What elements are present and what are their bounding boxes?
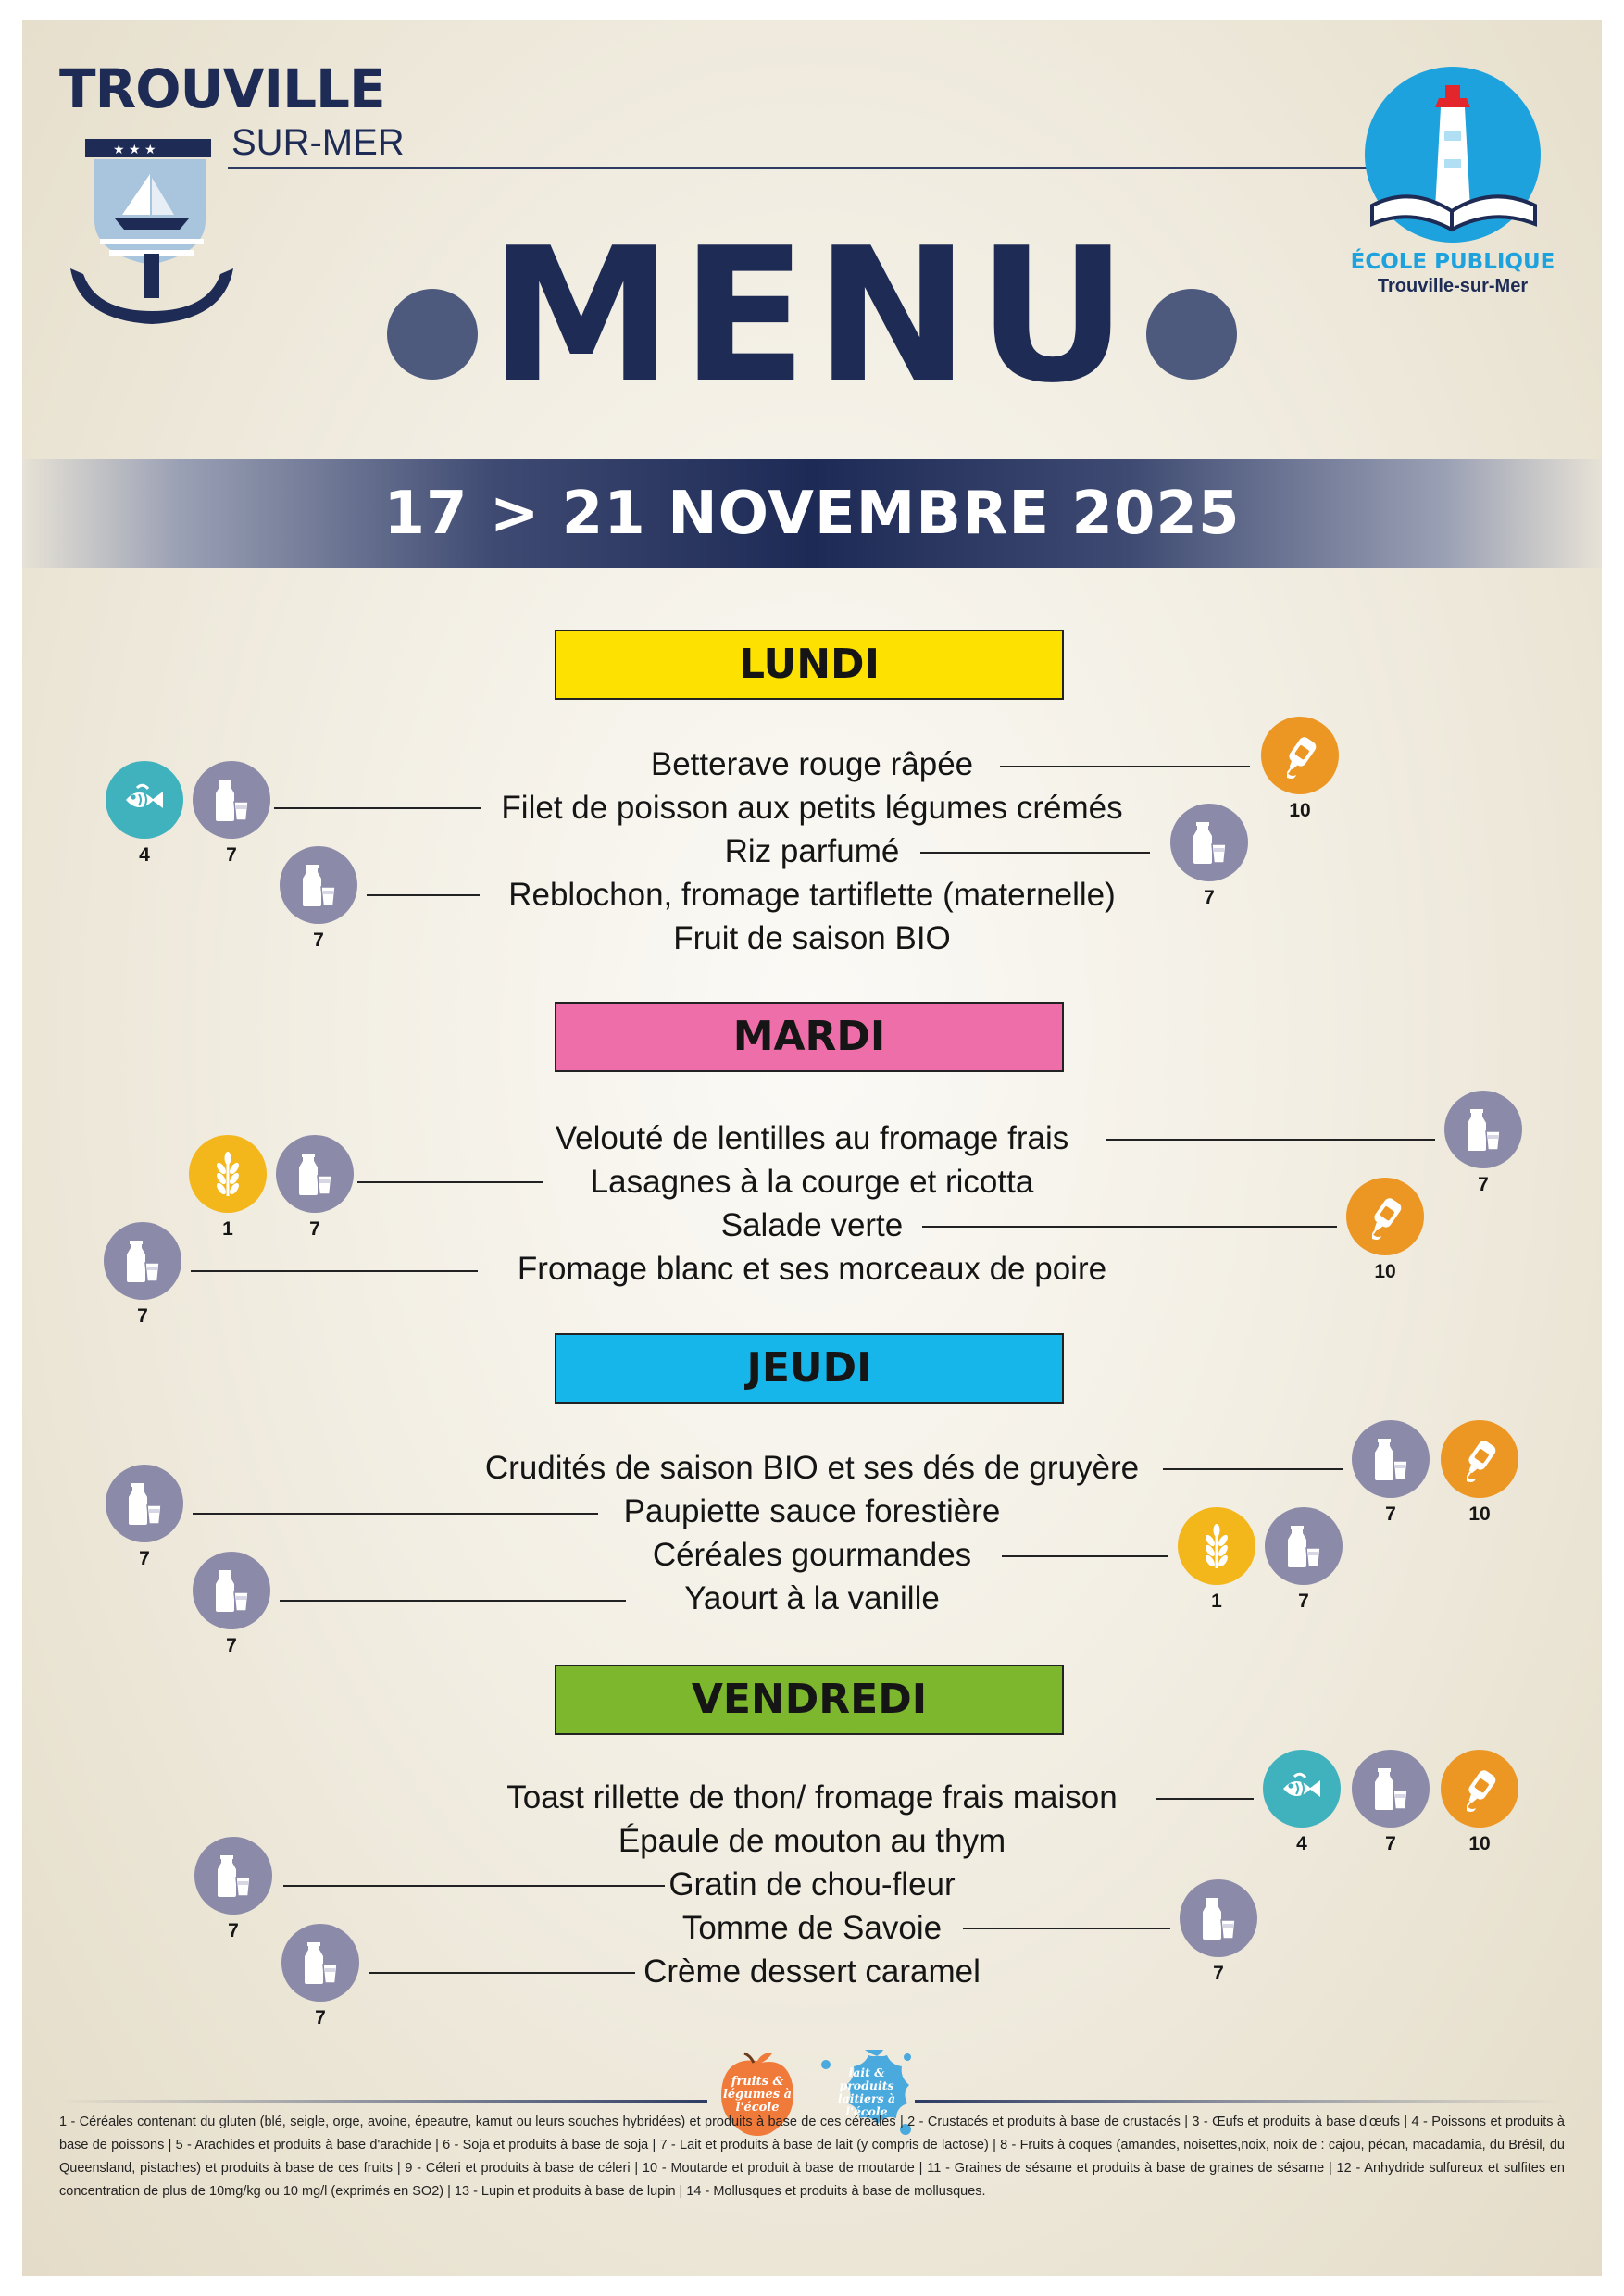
allergen-number: 7: [315, 2007, 326, 2028]
fish-icon: [106, 761, 183, 839]
title-dot-right: [1146, 289, 1237, 380]
milk-icon: [1444, 1091, 1522, 1168]
dish-item: Yaourt à la vanille: [684, 1580, 940, 1616]
dairy-logo-text: lait & produits laitiers à l'école: [837, 2065, 896, 2118]
allergen-number: 7: [226, 1635, 237, 1656]
dish-item: Toast rillette de thon/ fromage frais maison: [506, 1779, 1118, 1816]
allergen-number: 7: [1213, 1963, 1224, 1984]
fish-icon: [1263, 1750, 1341, 1828]
allergen-number: 7: [1385, 1504, 1396, 1525]
dish-item: Crème dessert caramel: [643, 1953, 981, 1990]
school-name: ÉCOLE PUBLIQUE: [1350, 250, 1555, 274]
allergen-number: 7: [313, 930, 324, 951]
connector-line: [1000, 766, 1250, 767]
dish-item: Crudités de saison BIO et ses dés de gruyère: [484, 1450, 1140, 1486]
allergen-number: 4: [1296, 1833, 1307, 1854]
day-header-jeudi: JEUDI: [555, 1333, 1064, 1404]
connector-line: [191, 1270, 478, 1272]
milk-icon: [276, 1135, 354, 1213]
svg-text:★ ★ ★: ★ ★ ★: [113, 143, 156, 157]
mustard-icon: [1441, 1750, 1518, 1828]
allergen-number: 10: [1468, 1833, 1491, 1854]
allergen-number: 7: [226, 844, 237, 866]
dish-item: Gratin de chou-fleur: [668, 1866, 956, 1903]
connector-line: [280, 1600, 626, 1602]
dish-item: Paupiette sauce forestière: [623, 1493, 1001, 1529]
milk-icon: [194, 1837, 272, 1915]
dish-item: Céréales gourmandes: [652, 1537, 972, 1573]
dish-item: Lasagnes à la courge et ricotta: [590, 1164, 1034, 1200]
milk-icon: [1352, 1750, 1430, 1828]
dish-item: Reblochon, fromage tartiflette (maternelle): [508, 877, 1116, 913]
mustard-icon: [1441, 1420, 1518, 1498]
allergen-number: 7: [1298, 1591, 1309, 1612]
menu-sheet: [22, 20, 1602, 2276]
connector-line: [274, 807, 481, 809]
milk-icon: [281, 1924, 359, 2002]
school-town: Trouville-sur-Mer: [1377, 276, 1529, 296]
connector-line: [1163, 1468, 1343, 1470]
allergen-legend: 1 - Céréales contenant du gluten (blé, seigle, orge, avoine, épeautre, kamut ou leurs souches hybridées) et produits à base de ces céréales | 2 - Crustacés et produits à base de crustacés | 3 - Œufs et produits à base d'œufs | 4 - Poissons et produits à base de poissons | 5 - Arachides et produits à base d'arachide | 6 - Soja et produits à base de soja | 7 - Lait et produits à base de lait (y compris de lactose) | 8 - Fruits à coques (amandes, noisettes,noix, noix de : cajou, pécan, macadamia, du Brésil, du Queensland, pistaches) et produits à base de ces fruits | 9 - Céleri et produits à base de céleri | 10 - Moutarde et produit à base de moutarde | 11 - Graines de sésame et produits à base de graines de sésame | 12 - Anhydride sulfureux et sulfites en concentration de plus de 10mg/kg ou 10 mg/l (exprimés en SO2) | 13 - Lupin et produits à base de lupin | 14 - Mollusques et produits à base de mollusques.: [59, 2115, 1565, 2199]
milk-icon: [1265, 1507, 1343, 1585]
milk-icon: [104, 1222, 181, 1300]
wheat-icon: [189, 1135, 267, 1213]
page-title: MENU: [489, 208, 1135, 424]
allergen-number: 7: [1204, 887, 1215, 908]
allergen-number: 10: [1374, 1261, 1396, 1282]
milk-icon: [1352, 1420, 1430, 1498]
dish-item: Salade verte: [720, 1207, 904, 1243]
dish-item: Épaule de mouton au thym: [618, 1823, 1006, 1859]
allergen-number: 7: [309, 1218, 320, 1240]
town-name: TROUVILLE: [59, 57, 385, 120]
connector-line: [283, 1885, 665, 1887]
connector-line: [963, 1928, 1170, 1929]
dish-item: Betterave rouge râpée: [650, 746, 974, 782]
mustard-icon: [1346, 1178, 1424, 1255]
day-header-lundi: LUNDI: [555, 630, 1064, 700]
connector-line: [193, 1513, 598, 1515]
footer-rule-left: [59, 2100, 707, 2103]
connector-line: [922, 1226, 1337, 1228]
day-header-mardi: MARDI: [555, 1002, 1064, 1072]
wheat-icon: [1178, 1507, 1255, 1585]
fruits-logo-text: fruits & légumes à l'école: [722, 2075, 793, 2115]
allergen-number: 1: [1211, 1591, 1222, 1612]
dish-item: Filet de poisson aux petits légumes crémés: [501, 790, 1123, 826]
milk-icon: [1180, 1879, 1257, 1957]
town-subtitle: SUR-MER: [231, 122, 405, 163]
date-range: 17 > 21 NOVEMBRE 2025: [383, 480, 1241, 548]
connector-line: [357, 1181, 543, 1183]
milk-icon: [106, 1465, 183, 1542]
allergen-number: 10: [1468, 1504, 1491, 1525]
connector-line: [1002, 1555, 1168, 1557]
mustard-icon: [1261, 717, 1339, 794]
allergen-number: 7: [1385, 1833, 1396, 1854]
allergen-number: 1: [222, 1218, 233, 1240]
allergen-number: 4: [139, 844, 150, 866]
allergen-number: 10: [1289, 800, 1311, 821]
dish-item: Velouté de lentilles au fromage frais: [555, 1120, 1069, 1156]
dish-item: Fruit de saison BIO: [673, 920, 951, 956]
dish-item: Riz parfumé: [724, 833, 900, 869]
dish-item: Fromage blanc et ses morceaux de poire: [517, 1251, 1107, 1287]
allergen-number: 7: [139, 1548, 150, 1569]
allergen-number: 7: [1478, 1174, 1489, 1195]
milk-icon: [193, 1552, 270, 1629]
milk-icon: [1170, 804, 1248, 881]
dish-item: Tomme de Savoie: [681, 1910, 943, 1946]
day-header-vendredi: VENDREDI: [555, 1665, 1064, 1735]
milk-icon: [280, 846, 357, 924]
connector-line: [920, 852, 1150, 854]
connector-line: [1156, 1798, 1254, 1800]
milk-icon: [193, 761, 270, 839]
connector-line: [1106, 1139, 1435, 1141]
allergen-number: 7: [137, 1305, 148, 1327]
connector-line: [369, 1972, 635, 1974]
footer-rule-right: [915, 2100, 1563, 2103]
connector-line: [367, 894, 480, 896]
allergen-number: 7: [228, 1920, 239, 1941]
header-rule: [228, 167, 1385, 169]
